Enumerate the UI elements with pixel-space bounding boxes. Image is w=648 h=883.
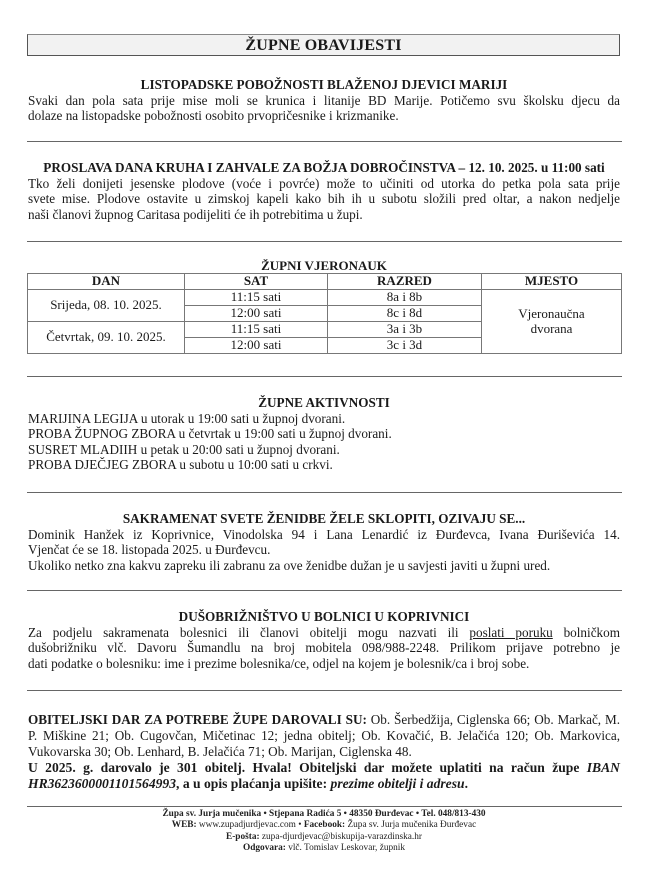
cell-dan: Srijeda, 08. 10. 2025.	[28, 290, 185, 322]
text-line: Tko želi donijeti jesenske plodove (voće i povrće) može to učiniti od utorka do petka pola sata prije	[28, 176, 620, 191]
text-fragment: .	[464, 776, 468, 791]
cell-sat: 12:00 sati	[185, 338, 328, 354]
section-heading: SAKRAMENAT SVETE ŽENIDBE ŽELE SKLOPITI, OZIVAJU SE...	[122, 511, 526, 526]
text-line	[28, 625, 620, 640]
footer-email-line	[0, 832, 648, 843]
footer-responsible-line	[0, 843, 648, 854]
section-proslava	[28, 160, 620, 222]
cell-mjesto	[482, 290, 622, 354]
divider	[27, 806, 622, 807]
column-header-mjesto: MJESTO	[482, 274, 622, 290]
text-line: dušobrižniku vlč. Davoru Šumandlu na broj mobitela 098/988-2248. Prilikom prijave potrebno je	[28, 640, 620, 656]
text-fragment: Ob. Šerbedžija, Ciglenska 66; Ob. Markač, M.	[366, 712, 620, 727]
mjesto-line: dvorana	[530, 320, 573, 336]
text-line: Ukoliko netko zna kakvu zapreku ili zabranu za ove ženidbe dužan je u savjesti javiti u župni ured.	[28, 557, 551, 573]
schedule-table	[27, 273, 622, 354]
responsible-label: Odgovara:	[243, 843, 286, 854]
text-fragment: , a u opis plaćanja upišite:	[176, 776, 331, 791]
table-header-row	[28, 274, 622, 290]
divider	[27, 376, 622, 377]
divider	[27, 141, 622, 142]
footer	[0, 809, 648, 855]
text-fragment: U 2025. g. darovalo je 301 obitelj. Hvala! Obiteljski dar možete uplatiti na račun župe	[28, 760, 587, 775]
schedule-heading: ŽUPNI VJERONAUK	[261, 258, 387, 273]
section-bolnica	[28, 609, 620, 671]
text-line: svete mise. Plodove ostavite u zimskoj kapeli kako bih ih u subotu složili pred oltar, a nakon nedjelje	[28, 191, 620, 207]
text-line: P. Miškine 21; Ob. Cugovčan, Mičetinac 12; jedna obitelj; Ob. Kovačić, B. Jelačića 120; Ob. Markovica,	[28, 728, 620, 743]
text-line: Vjenčat će se 18. listopada 2025. u Đurđevcu.	[28, 542, 271, 558]
text-line: dati podatke o bolesniku: ime i prezime bolesnika/ce, odjel na kojem je bolesnik/ca i broj sobe.	[28, 655, 530, 671]
section-aktivnosti	[28, 395, 620, 473]
column-header-razred: RAZRED	[328, 274, 482, 290]
web-link[interactable]: www.zupadjurdjevac.com •	[196, 820, 304, 831]
text-line: Svaki dan pola sata prije mise moli se krunica i litanije BD Marije. Potičemo svu školsku djecu da	[28, 93, 620, 108]
text-line: dolaze na listopadske pobožnosti osobito prvopričesnike i krizmanike.	[28, 108, 399, 124]
cell-sat: 11:15 sati	[185, 322, 328, 338]
text-fragment: Za podjelu sakramenata bolesnici ili članovi obitelji mogu nazvati ili	[28, 625, 470, 640]
section-heading: PROSLAVA DANA KRUHA I ZAHVALE ZA BOŽJA DOBROČINSTVA – 12. 10. 2025. u 11:00 sati	[43, 160, 605, 175]
facebook-link[interactable]: Župa sv. Jurja mučenika Đurđevac	[345, 820, 477, 831]
text-line: naši članovi župnog Caritasa podijeliti će ih potrebitima u župi.	[28, 206, 363, 222]
section-dar	[28, 712, 620, 792]
cell-dan: Četvrtak, 09. 10. 2025.	[28, 322, 185, 354]
divider	[27, 492, 622, 493]
mjesto-line: Vjeronaučna	[518, 306, 585, 321]
cell-razred: 3a i 3b	[328, 322, 482, 338]
cell-razred: 8c i 8d	[328, 306, 482, 322]
activity-item: SUSRET MLADIIH u petak u 20:00 sati u župnoj dvorani.	[28, 441, 340, 457]
dar-heading: OBITELJSKI DAR ZA POTREBE ŽUPE DAROVALI SU:	[28, 712, 367, 727]
text-line: Dominik Hanžek iz Koprivnice, Vinodolska 94 i Lana Lenardić iz Đurđevca, Ivana Đuriševića 14.	[28, 527, 620, 542]
divider	[27, 690, 622, 691]
payment-description: prezime obitelji i adresu	[330, 776, 465, 791]
activity-item: PROBA ŽUPNOG ZBORA u četvrtak u 19:00 sati u župnoj dvorani.	[28, 426, 392, 442]
send-message-link[interactable]: poslati poruku	[469, 625, 553, 640]
section-heading: DUŠOBRIŽNIŠTVO U BOLNICI U KOPRIVNICI	[178, 609, 470, 624]
text-line	[28, 712, 620, 728]
section-zenidba	[28, 511, 620, 573]
cell-razred: 3c i 3d	[328, 338, 482, 354]
cell-sat: 12:00 sati	[185, 306, 328, 322]
section-heading: ŽUPNE AKTIVNOSTI	[258, 395, 390, 410]
email-link[interactable]: zupa-djurdjevac@biskupija-varazdinska.hr	[259, 831, 422, 842]
web-label: WEB:	[171, 820, 197, 831]
activity-item: PROBA DJEČJEG ZBORA u subotu u 10:00 sati u crkvi.	[28, 457, 333, 473]
footer-address: Župa sv. Jurja mučenika • Stjepana Radića 5 • 48350 Đurđevac • Tel. 048/813-430	[162, 809, 486, 819]
facebook-label: Facebook:	[303, 820, 346, 831]
cell-sat: 11:15 sati	[185, 290, 328, 306]
iban-label: IBAN	[586, 760, 620, 775]
footer-web-line	[0, 820, 648, 831]
section-heading: LISTOPADSKE POBOŽNOSTI BLAŽENOJ DJEVICI MARIJI	[140, 77, 508, 92]
section-listopadske	[28, 77, 620, 124]
thanks-paragraph	[28, 760, 620, 792]
table-row	[28, 290, 622, 306]
iban-number: HR3623600001101564993	[28, 776, 177, 791]
email-label: E-pošta:	[226, 831, 260, 842]
column-header-dan: DAN	[28, 274, 185, 290]
responsible-name: vlč. Tomislav Leskovar, župnik	[285, 843, 405, 854]
divider	[27, 590, 622, 591]
activity-item: MARIJINA LEGIJA u utorak u 19:00 sati u župnoj dvorani.	[28, 411, 346, 426]
cell-razred: 8a i 8b	[328, 290, 482, 306]
text-line: Vukovarska 30; Ob. Lenhard, B. Jelačića 71; Ob. Marijan, Ciglenska 48.	[28, 744, 412, 759]
page-title: ŽUPNE OBAVIJESTI	[27, 34, 620, 56]
column-header-sat: SAT	[185, 274, 328, 290]
divider	[27, 241, 622, 242]
text-fragment: bolničkom	[552, 625, 620, 640]
